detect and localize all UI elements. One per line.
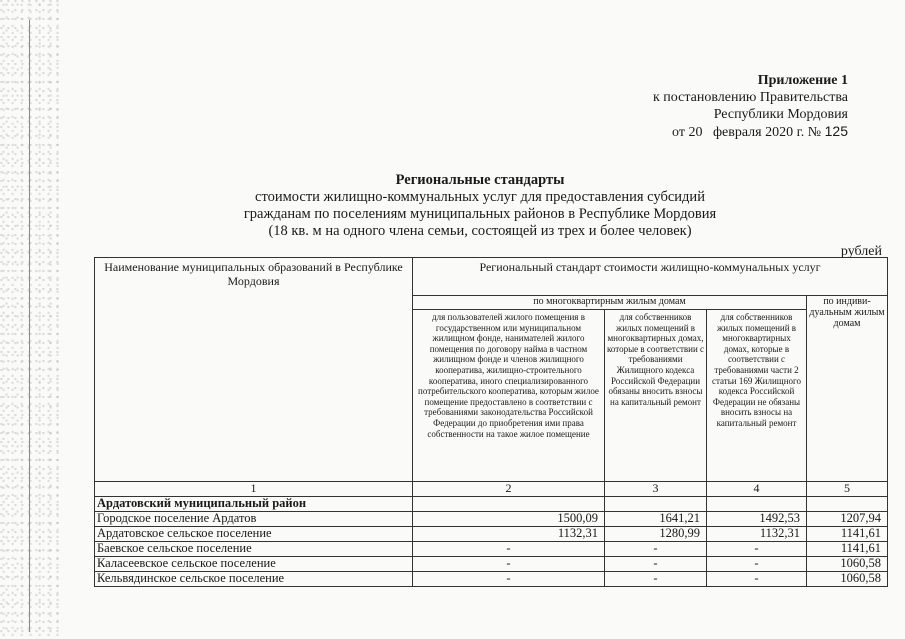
value-cell: 1492,53 [707,512,807,527]
empty-cell [413,497,605,512]
col4-desc-cell [707,310,807,482]
document-subtitle-2: гражданам по поселениям муниципальных районов в Республике Мордовия [243,206,717,222]
decree-number: 125 [824,123,848,139]
document-subtitle-1: стоимости жилищно-коммунальных услуг для предоставления субсидий [255,189,705,205]
appendix-header [653,72,848,141]
empty-cell [707,497,807,512]
appendix-date [653,123,848,141]
col4-desc-text: для собственников жилых помещений в многоквартирных домах, которые в соответствии с требованиями части 2 статьи 169 Жилищного кодекса Российской Федерации не обязаны вносить взносы на капитальный ремонт [711,312,802,428]
appendix-line-1: к постановлению Правительства [652,90,848,105]
settlement-name: Баевское сельское поселение [95,542,413,557]
value-cell: 1500,09 [413,512,605,527]
column-numbers-row [95,482,888,497]
header-standard-cell [413,258,888,296]
document-title-block [200,172,760,240]
document-subtitle-3: (18 кв. м на одного члена семьи, состоящей из трех и более человек) [268,223,692,239]
value-cell: - [605,557,707,572]
date-rest: февраля 2020 г. № [712,125,822,140]
value-cell: - [413,542,605,557]
col-number: 2 [413,482,605,497]
header-standard-text: Региональный стандарт стоимости жилищно-коммунальных услуг [479,260,821,274]
header-mkd-cell [413,296,807,310]
appendix-title: Приложение 1 [757,73,848,88]
document-title: Региональные стандарты [395,172,565,188]
date-prefix: от [672,125,685,140]
value-cell: - [707,542,807,557]
settlement-name: Ардатовское сельское поселение [95,527,413,542]
value-cell: - [707,557,807,572]
value-cell: - [413,572,605,587]
settlement-name: Каласеевское сельское поселение [95,557,413,572]
empty-cell [807,497,888,512]
empty-cell [605,497,707,512]
district-name: Ардатовский муниципальный район [95,497,413,512]
value-cell: 1060,58 [807,572,888,587]
col2-desc-text: для пользователей жилого помещения в государственном или муниципальном жилищном фонде, нанимателей жилого помещения по договору найма в частном жилищном фонде и членов жилищного кооператива, жилищно-строительного кооператива, иного специализированного потребительского кооператива, которым жилое помещение предоставлено в соответствии с требованиями законодательства Российской Федерации до приобретения ими права собственности на такое жилое помещение [418,312,599,439]
value-cell: 1132,31 [707,527,807,542]
table-row [95,542,888,557]
value-cell: 1280,99 [605,527,707,542]
col-number: 5 [807,482,888,497]
value-cell: 1641,21 [605,512,707,527]
col-number: 3 [605,482,707,497]
standards-table [94,257,888,587]
header-name-text: Наименование муниципальных образований в Республике Мордовия [104,260,403,288]
value-cell: 1132,31 [413,527,605,542]
value-cell: - [605,542,707,557]
header-name-cell [95,258,413,482]
settlement-name: Городское поселение Ардатов [95,512,413,527]
value-cell: 1141,61 [807,542,888,557]
appendix-line-2: Республики Мордовия [713,107,848,122]
col-number: 4 [707,482,807,497]
header-individual-text: по индиви-дуальным жилым домам [809,296,885,329]
value-cell: 1207,94 [807,512,888,527]
district-row [95,497,888,512]
col2-desc-cell [413,310,605,482]
table-row [95,527,888,542]
value-cell: - [707,572,807,587]
col3-desc-text: для собственников жилых помещений в многоквартирных домах, которые в соответствии с требованиями Жилищного кодекса Российской Федерации обязаны вносить взносы на капитальный ремонт [607,312,705,407]
header-mkd-text: по многоквартирным жилым домам [533,296,686,307]
col-number: 1 [95,482,413,497]
value-cell: - [605,572,707,587]
value-cell: 1141,61 [807,527,888,542]
table-row [95,512,888,527]
value-cell: 1060,58 [807,557,888,572]
unit-label: рублей [840,244,882,259]
col3-desc-cell [605,310,707,482]
scan-noise [0,0,60,639]
table-row [95,572,888,587]
header-row-1 [95,258,888,296]
settlement-name: Кельвядинское сельское поселение [95,572,413,587]
value-cell: - [413,557,605,572]
table-row [95,557,888,572]
scan-edge-line [29,20,30,632]
date-day: 20 [688,125,703,140]
header-individual-cell [807,296,888,482]
